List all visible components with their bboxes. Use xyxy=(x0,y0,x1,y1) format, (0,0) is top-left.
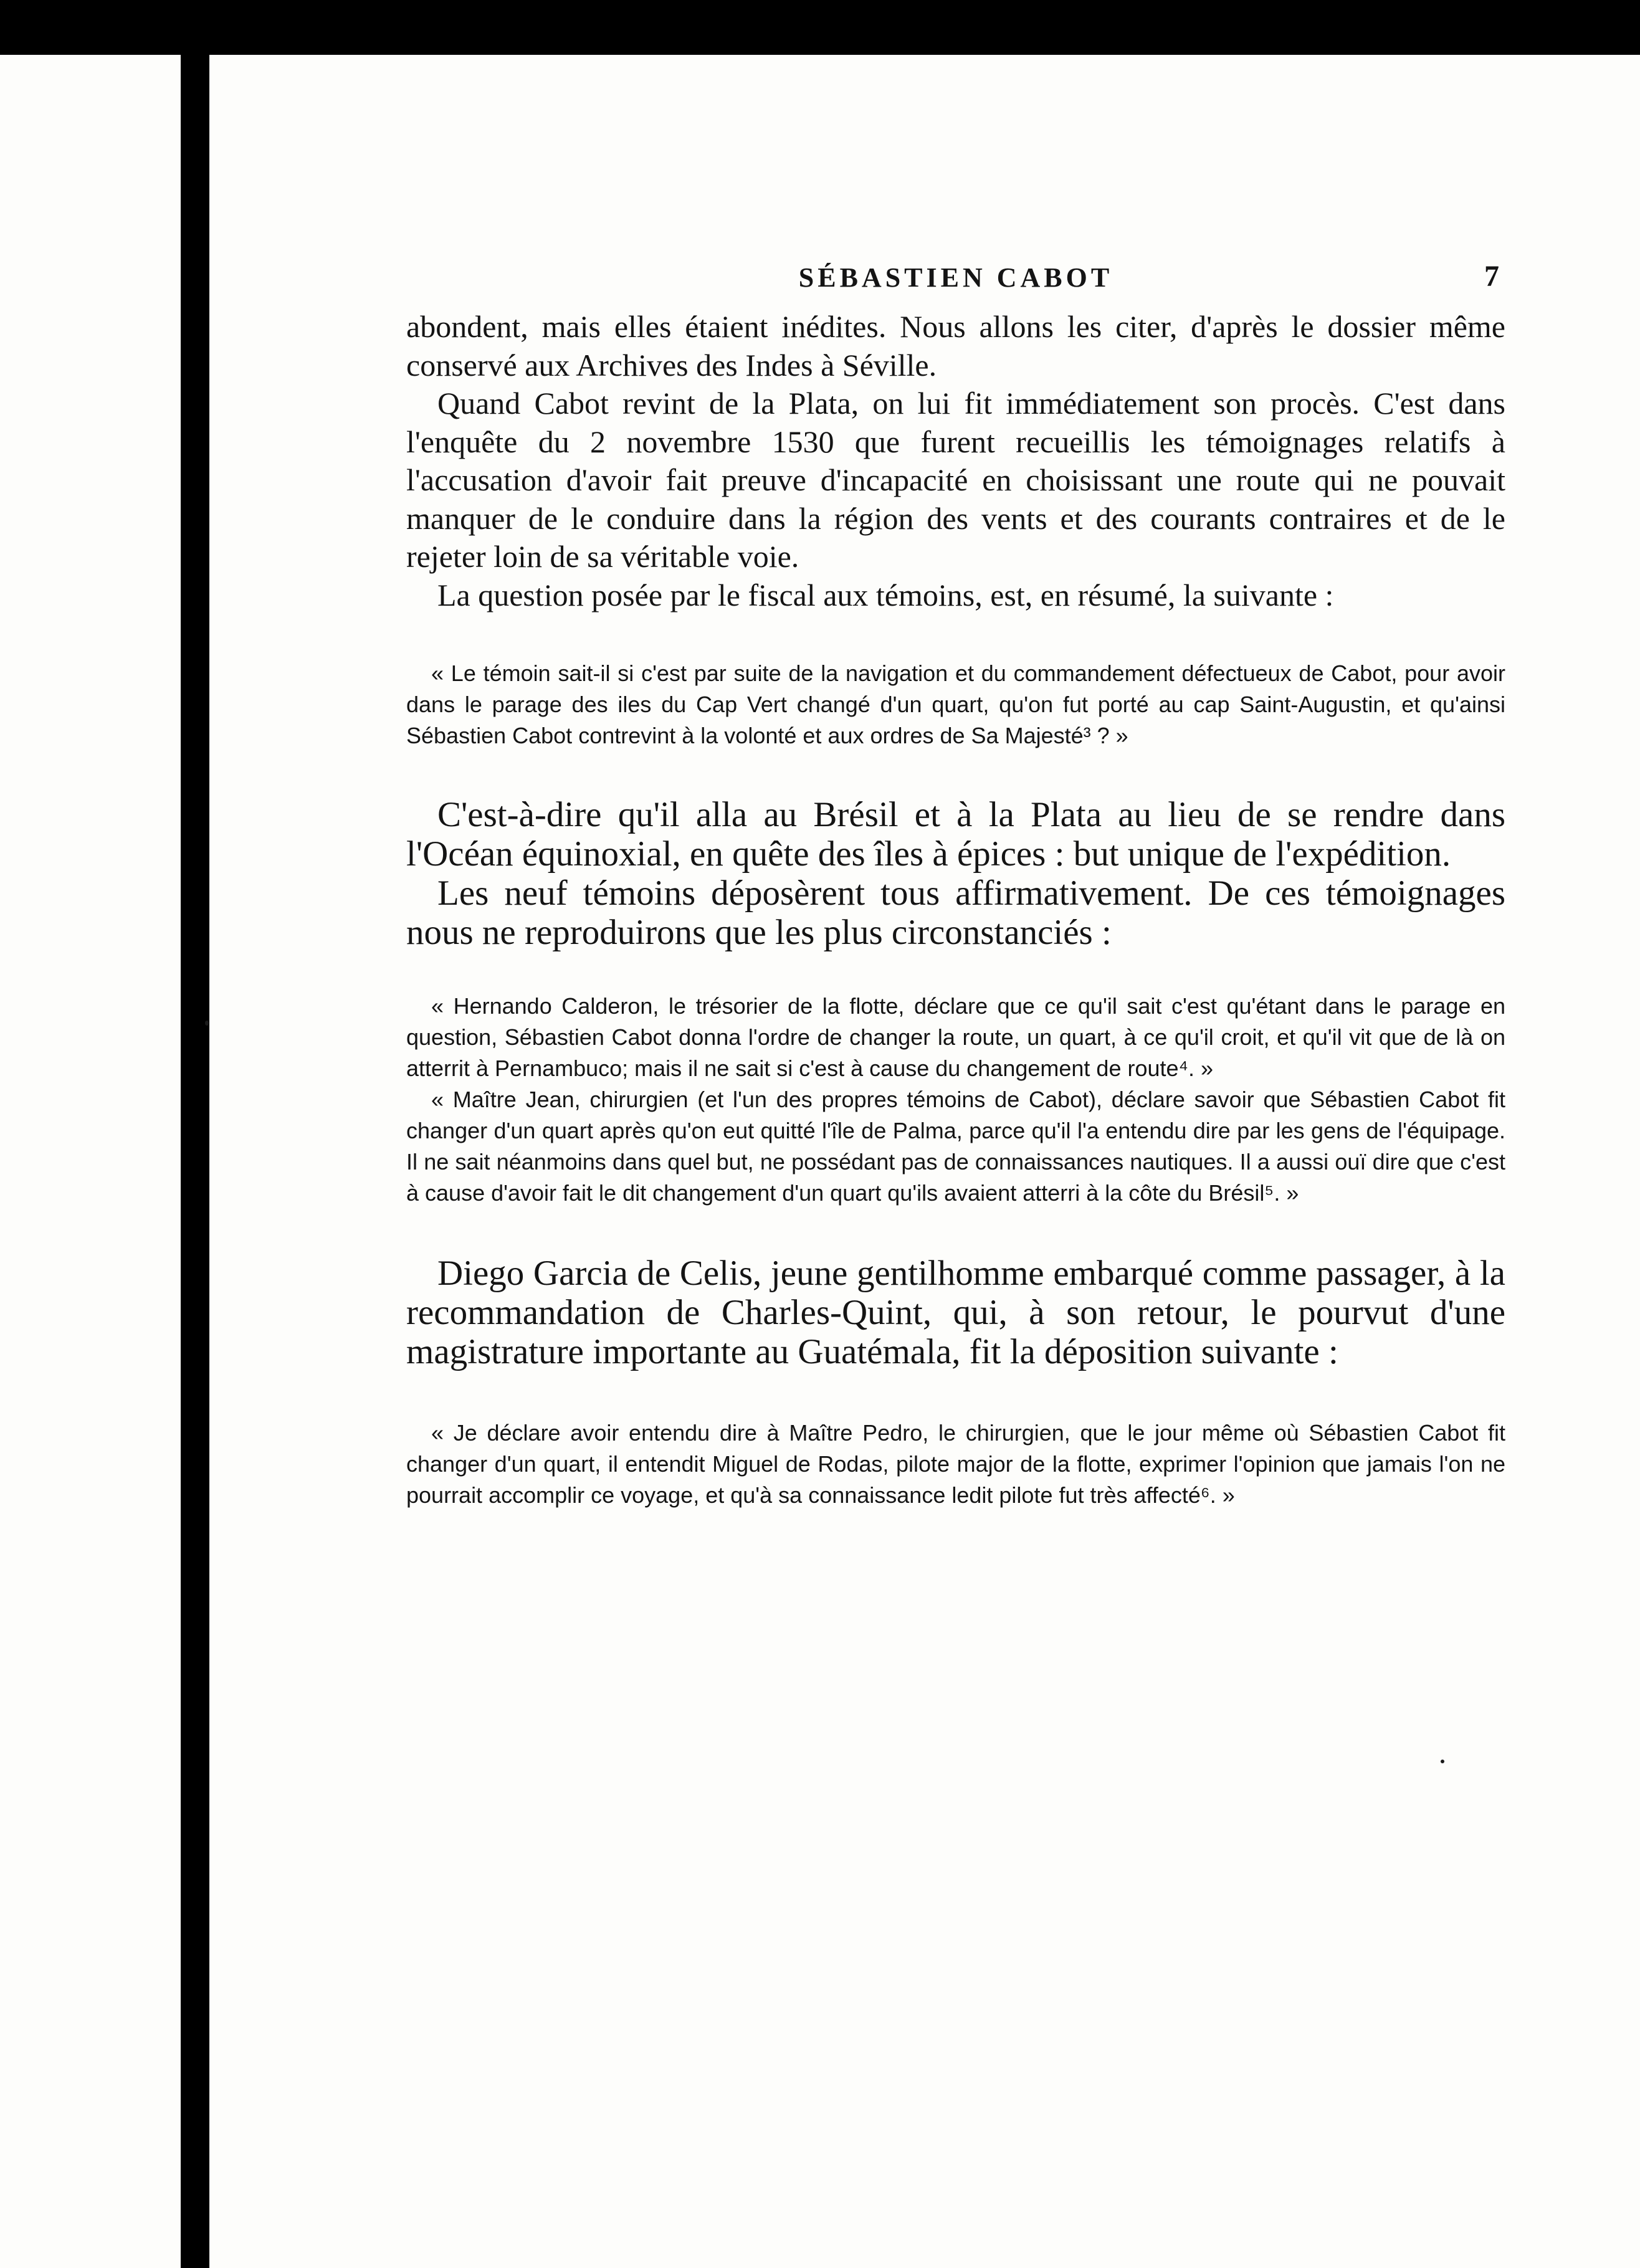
running-head xyxy=(406,262,1505,305)
book-page xyxy=(209,55,1640,2268)
paragraph-question: La question posée par le fiscal aux témoins, est, en résumé, la suivante : xyxy=(437,577,1334,612)
previous-page-edge xyxy=(0,55,181,2268)
quote-calderon: « Hernando Calderon, le trésorier de la flotte, déclare que ce qu'il sait c'est qu'étant dans le parage en question, Sébastien Cabot donna l'ordre de changer la route, un quart, à ce qu'il croit, et qu'il vit que de là on atterrit à Pernambuco; mais il ne sait si c'est à cause du changement de route⁴. » xyxy=(406,993,1505,1081)
quote-garcia-deposition: « Je déclare avoir entendu dire à Maître Pedro, le chirurgien, que le jour même où Sébastien Cabot fit changer d'un quart, il entendit Miguel de Rodas, pilote major de la flotte, exprimer l'opinion que jamais l'on ne pourrait accomplir ce voyage, et qu'à sa connaissance ledit pilote fut très affecté⁶. » xyxy=(406,1420,1505,1508)
paragraph-continuation: abondent, mais elles étaient inédites. Nous allons les citer, d'après le dossier même conservé aux Archives des Indes à Séville. xyxy=(406,309,1505,383)
quote-fiscal-question: « Le témoin sait-il si c'est par suite de la navigation et du commandement défectueux de Cabot, pour avoir dans le parage des iles du Cap Vert changé d'un quart, qu'on fut porté au cap Saint-Augustin, et qu'ainsi Sébastien Cabot contrevint à la volonté et aux ordres de Sa Majesté³ ? » xyxy=(406,660,1505,748)
paragraph-witnesses: Les neuf témoins déposèrent tous affirmativement. De ces témoignages nous ne reproduirons que les plus circonstanciés : xyxy=(406,874,1505,952)
quote-maitre-jean: « Maître Jean, chirurgien (et l'un des propres témoins de Cabot), déclare savoir que Sébastien Cabot fit changer d'un quart après qu'on eut quitté l'île de Palma, parce qu'il l'a entendu dire par les gens de l'équipage. Il ne sait néanmoins dans quel but, ne possédant pas de connaissances nautiques. Il a aussi ouï dire que c'est à cause d'avoir fait le dit changement d'un quart qu'ils avaient atterri à la côte du Brésil⁵. » xyxy=(406,1087,1505,1206)
paragraph-explanation: C'est-à-dire qu'il alla au Brésil et à la Plata au lieu de se rendre dans l'Océan équinoxial, en quête des îles à épices : but unique de l'expédition. xyxy=(406,795,1505,874)
running-title: SÉBASTIEN CABOT xyxy=(798,262,1113,293)
page-number: 7 xyxy=(1484,260,1499,293)
paragraph-trial: Quand Cabot revint de la Plata, on lui fit immédiatement son procès. C'est dans l'enquête du 2 novembre 1530 que furent recueillis les témoignages relatifs à l'accusation d'avoir fait preuve d'incapacité en choisissant une route qui ne pouvait manquer de le conduire dans la région des vents et des courants contraires et de le rejeter loin de sa véritable voie. xyxy=(406,386,1505,574)
paragraph-garcia: Diego Garcia de Celis, jeune gentilhomme embarqué comme passager, à la recommandation de Charles-Quint, qui, à son retour, le pourvut d'une magistrature importante au Guatémala, fit la déposition suivante : xyxy=(406,1254,1505,1371)
page-content xyxy=(406,262,1505,1511)
